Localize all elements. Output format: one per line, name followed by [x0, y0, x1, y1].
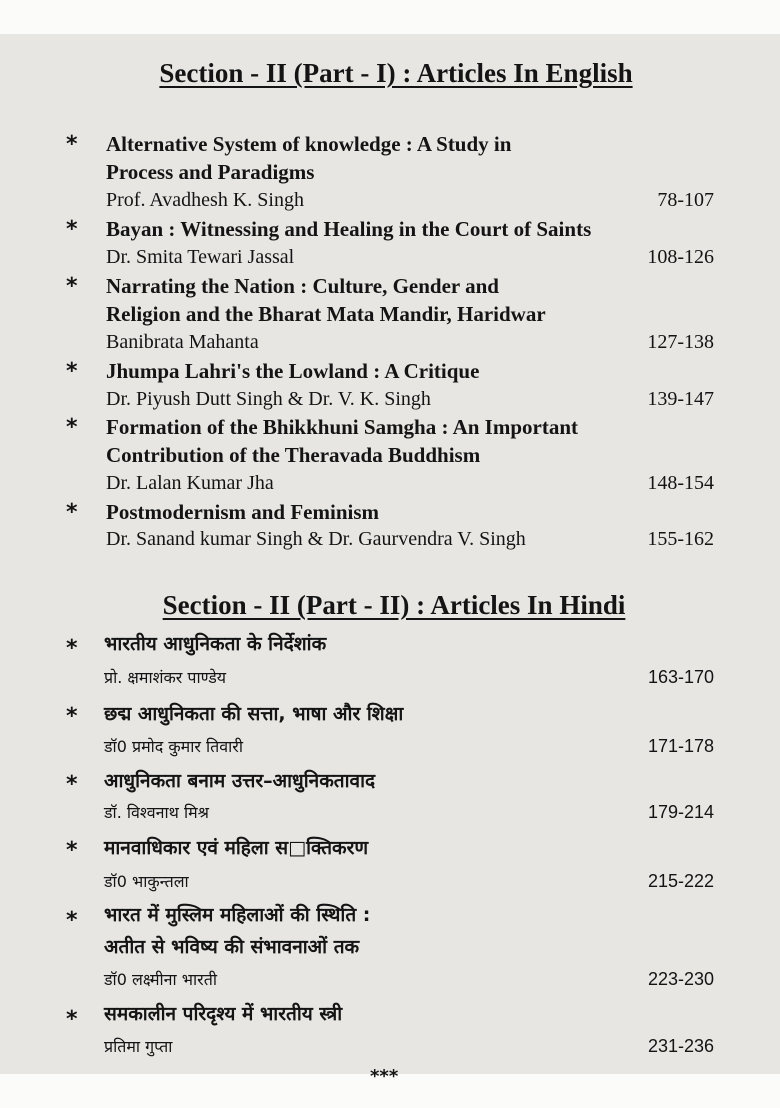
article-title: Bayan : Witnessing and Healing in the Court of Saints — [106, 217, 592, 241]
bullet-icon: * — [66, 132, 78, 157]
bullet-icon: * — [66, 704, 78, 729]
bullet-icon: * — [66, 359, 78, 384]
bullet-icon: * — [66, 415, 78, 440]
article-author: डॉ. विश्वनाथ मिश्र — [104, 803, 209, 822]
article-title: अतीत से भविष्य की संभावनाओं तक — [104, 936, 360, 958]
article-pages: 108-126 — [647, 246, 714, 268]
article-pages: 139-147 — [647, 388, 714, 410]
article-pages: 78-107 — [657, 189, 714, 211]
article-title: Contribution of the Theravada Buddhism — [106, 443, 481, 467]
article-pages: 179-214 — [647, 802, 714, 822]
article-title: Process and Paradigms — [106, 160, 315, 184]
bullet-icon: * — [66, 1007, 78, 1032]
bullet-icon: * — [66, 636, 78, 661]
article-title: छद्म आधुनिकता की सत्ता, भाषा और शिक्षा — [104, 703, 404, 725]
article-title: Alternative System of knowledge : A Study in — [106, 132, 512, 156]
article-author: डॉ0 प्रमोद कुमार तिवारी — [104, 737, 243, 756]
article-author: Dr. Lalan Kumar Jha — [106, 472, 274, 494]
article-title: आधुनिकता बनाम उत्तर–आधुनिकतावाद — [104, 770, 376, 792]
article-author: प्रो. क्षमाशंकर पाण्डेय — [104, 668, 227, 687]
article-title: Narrating the Nation : Culture, Gender and — [106, 274, 499, 298]
article-title: समकालीन परिदृश्य में भारतीय स्त्री — [104, 1003, 343, 1025]
section-title-hindi: Section - II (Part - II) : Articles In Hindi — [162, 590, 626, 620]
article-title: Formation of the Bhikkhuni Samgha : An Important — [106, 415, 578, 439]
article-author: Banibrata Mahanta — [106, 331, 259, 353]
article-author: डॉ0 भाकुन्तला — [104, 872, 189, 891]
article-author: Dr. Piyush Dutt Singh & Dr. V. K. Singh — [106, 388, 431, 410]
article-author: Dr. Sanand kumar Singh & Dr. Gaurvendra V. Singh — [106, 528, 526, 550]
bullet-icon: * — [66, 908, 78, 933]
bullet-icon: * — [66, 838, 78, 863]
article-title: Postmodernism and Feminism — [106, 500, 379, 524]
page — [0, 34, 780, 1074]
article-pages: 127-138 — [647, 331, 714, 353]
article-pages: 148-154 — [647, 472, 714, 494]
article-pages: 215-222 — [647, 871, 714, 891]
article-pages: 171-178 — [647, 736, 714, 756]
article-pages: 155-162 — [647, 528, 714, 550]
article-pages: 163-170 — [647, 667, 714, 687]
article-title: Jhumpa Lahri's the Lowland : A Critique — [106, 359, 480, 383]
section-title-english: Section - II (Part - I) : Articles In English — [159, 58, 633, 88]
footer-asterisks: *** — [370, 1066, 399, 1087]
article-author: प्रतिमा गुप्ता — [104, 1037, 173, 1056]
article-author: Dr. Smita Tewari Jassal — [106, 246, 295, 268]
top-margin — [0, 0, 780, 34]
article-pages: 223-230 — [647, 969, 714, 989]
article-title: भारतीय आधुनिकता के निर्देशांक — [104, 633, 327, 655]
bullet-icon: * — [66, 217, 78, 242]
bullet-icon: * — [66, 772, 78, 797]
article-pages: 231-236 — [647, 1036, 714, 1056]
article-author: डॉ0 लक्ष्मीना भारती — [104, 970, 217, 989]
article-title: भारत में मुस्लिम महिलाओं की स्थिति : — [104, 904, 371, 926]
article-title: मानवाधिकार एवं महिला स□क्तिकरण — [104, 837, 369, 859]
article-author: Prof. Avadhesh K. Singh — [106, 189, 304, 211]
article-title: Religion and the Bharat Mata Mandir, Haridwar — [106, 302, 546, 326]
bullet-icon: * — [66, 274, 78, 299]
bullet-icon: * — [66, 500, 78, 525]
